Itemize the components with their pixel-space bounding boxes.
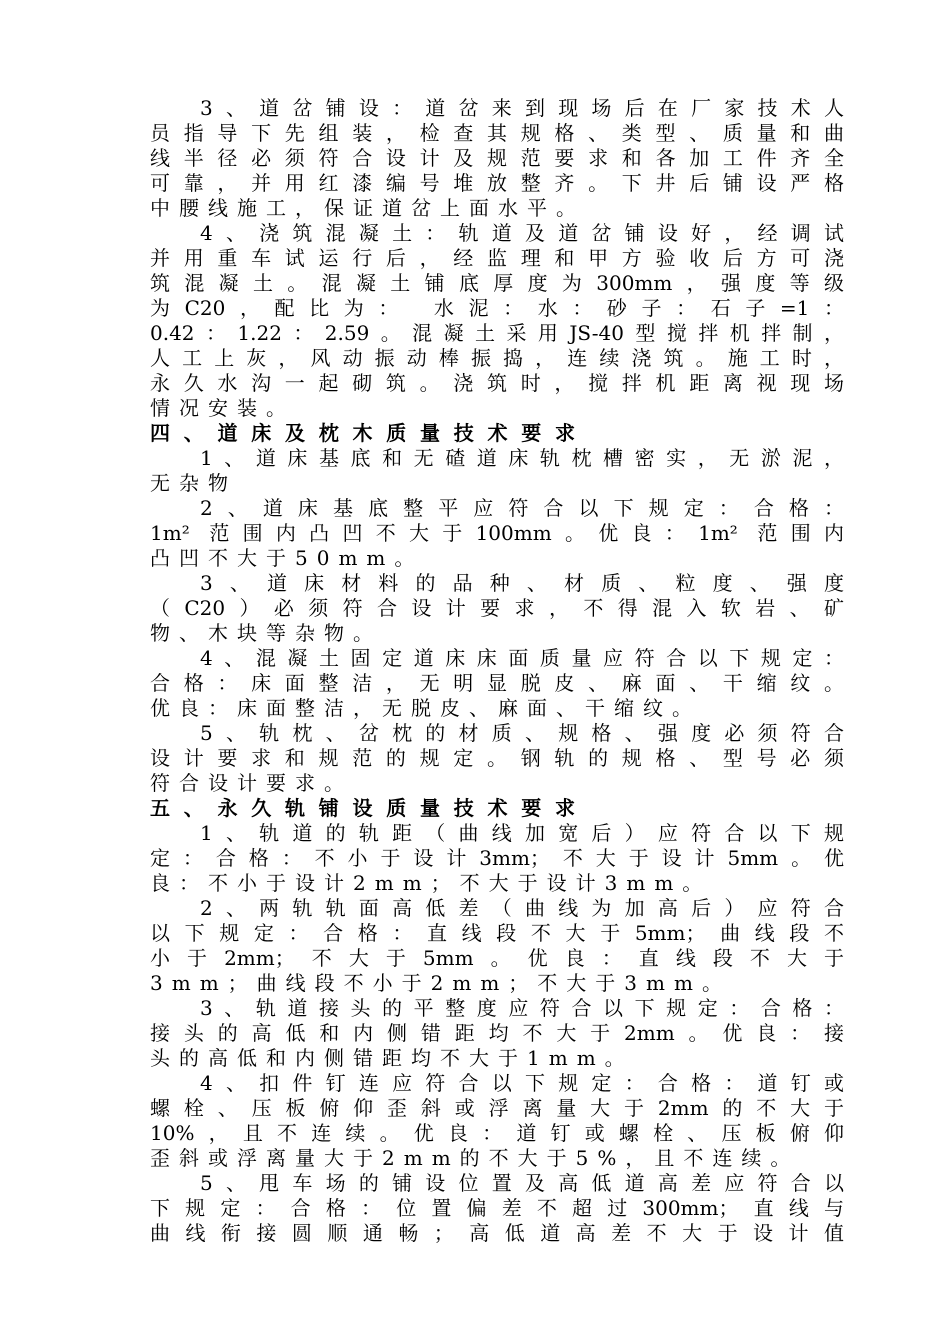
paragraph xyxy=(150,496,844,571)
text-line: 可靠，并用红漆编号堆放整齐。下井后铺设严格 xyxy=(150,171,844,195)
text-line: 为C20，配比为： 水泥：水：砂子：石子=1： xyxy=(150,296,844,320)
text-line: 螺栓、压板俯仰歪斜或浮离量大于2mm的不大于 xyxy=(150,1096,844,1120)
section-heading: 五、永久轨铺设质量技术要求 xyxy=(150,796,575,820)
text-line: 线半径必须符合设计及规范要求和各加工件齐全 xyxy=(150,146,844,170)
text-line: 符合设计要求。 xyxy=(150,771,353,795)
text-line: 歪斜或浮离量大于2mm的不大于5%，且不连续。 xyxy=(150,1146,800,1170)
paragraph xyxy=(150,1071,844,1171)
paragraph xyxy=(150,896,844,996)
text-line: 物、木块等杂物。 xyxy=(150,621,382,645)
paragraph xyxy=(150,1171,844,1246)
text-line: 2、两轨轨面高低差（曲线为加高后）应符合 xyxy=(200,896,844,920)
paragraph xyxy=(150,646,844,721)
text-line: （C20）必须符合设计要求，不得混入软岩、矿 xyxy=(150,596,844,620)
text-line: 以下规定：合格：直线段不大于5mm；曲线段不 xyxy=(150,921,844,945)
section-heading: 四、道床及枕木质量技术要求 xyxy=(150,421,575,445)
text-line: 凸凹不大于50mm。 xyxy=(150,546,424,570)
text-line: 2、道床基底整平应符合以下规定：合格： xyxy=(200,496,844,520)
text-line: 优良：床面整洁，无脱皮、麻面、干缩纹。 xyxy=(150,696,701,720)
text-line: 0.42：1.22：2.59。混凝土采用JS-40型搅拌机拌制， xyxy=(150,321,844,345)
paragraph xyxy=(150,996,844,1071)
text-line: 10%，且不连续。优良：道钉或螺栓、压板俯仰 xyxy=(150,1121,844,1145)
text-line: 并用重车试运行后，经监理和甲方验收后方可浇 xyxy=(150,246,844,270)
text-line: 5、轨枕、岔枕的材质、规格、强度必须符合 xyxy=(200,721,844,745)
text-line: 3、道床材料的品种、材质、粒度、强度 xyxy=(200,571,844,595)
text-line: 小于2mm；不大于5mm。优良：直线段不大于 xyxy=(150,946,844,970)
text-line: 3mm；曲线段不小于2mm；不大于3mm。 xyxy=(150,971,731,995)
text-line: 4、扣件钉连应符合以下规定：合格：道钉或 xyxy=(200,1071,844,1095)
paragraph xyxy=(150,721,844,796)
text-line: 3、轨道接头的平整度应符合以下规定：合格： xyxy=(200,996,844,1020)
text-line: 1、道床基底和无碴道床轨枕槽密实，无淤泥， xyxy=(200,446,844,470)
text-line: 无杂物 xyxy=(150,471,237,495)
text-line: 头的高低和内侧错距均不大于1mm。 xyxy=(150,1046,634,1070)
text-line: 曲线衔接圆顺通畅；高低道高差不大于设计值 xyxy=(150,1221,844,1245)
text-line: 情况安装。 xyxy=(150,396,295,420)
paragraph xyxy=(150,221,844,421)
paragraph xyxy=(150,96,844,221)
text-line: 中腰线施工，保证道岔上面水平。 xyxy=(150,196,585,220)
text-line: 人工上灰，风动振动棒振捣，连续浇筑。施工时， xyxy=(150,346,844,370)
text-line: 筑混凝土。混凝土铺底厚度为300mm，强度等级 xyxy=(150,271,844,295)
text-line: 员指导下先组装，检查其规格、类型、质量和曲 xyxy=(150,121,844,145)
text-line: 下规定：合格：位置偏差不超过300mm；直线与 xyxy=(150,1196,844,1220)
text-line: 4、浇筑混凝土：轨道及道岔铺设好，经调试 xyxy=(200,221,844,245)
text-line: 1、轨道的轨距（曲线加宽后）应符合以下规 xyxy=(200,821,844,845)
text-line: 良：不小于设计2mm；不大于设计3mm。 xyxy=(150,871,712,895)
paragraph xyxy=(150,821,844,896)
text-line: 设计要求和规范的规定。钢轨的规格、型号必须 xyxy=(150,746,844,770)
text-line: 3、道岔铺设：道岔来到现场后在厂家技术人 xyxy=(200,96,844,120)
text-line: 5、甩车场的铺设位置及高低道高差应符合以 xyxy=(200,1171,844,1195)
text-line: 合格：床面整洁，无明显脱皮、麻面、干缩纹。 xyxy=(150,671,844,695)
text-line: 4、混凝土固定道床床面质量应符合以下规定： xyxy=(200,646,844,670)
paragraph xyxy=(150,571,844,646)
text-line: 1m² 范围内凸凹不大于100mm。优良：1m² 范围内 xyxy=(150,521,844,545)
text-line: 定：合格：不小于设计3mm；不大于设计5mm。优 xyxy=(150,846,844,870)
text-line: 永久水沟一起砌筑。浇筑时，搅拌机距离视现场 xyxy=(150,371,844,395)
paragraph xyxy=(150,446,844,496)
text-line: 接头的高低和内侧错距均不大于2mm。优良：接 xyxy=(150,1021,844,1045)
document-page xyxy=(150,96,844,1246)
